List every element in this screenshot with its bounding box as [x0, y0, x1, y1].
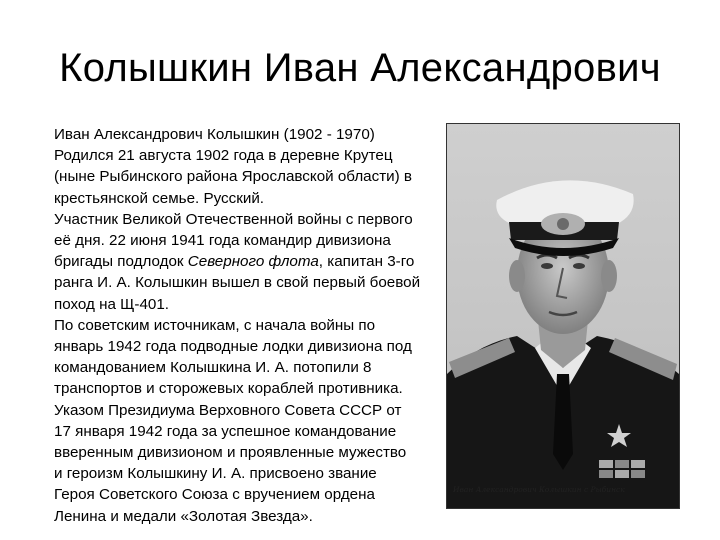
text-line: Участник Великой Отечественной войны с первого	[54, 210, 413, 228]
text-line: её дня. 22 июня 1941 года командир дивизиона	[54, 232, 391, 250]
text-line: крестьянской семье. Русский.	[54, 189, 265, 207]
text-line: Героя Советского Союза с вручением ордена	[54, 486, 375, 504]
text-segment: , капитан 3-го	[318, 253, 415, 271]
text-line: По советским источникам, с начала войны по	[54, 316, 376, 334]
slide-title: Колышкин Иван Александрович	[59, 46, 661, 90]
biography-text	[54, 124, 434, 527]
emphasis-northern-fleet: Северного флота	[187, 253, 319, 271]
text-segment: бригады подлодок	[54, 253, 188, 271]
text-line: командованием Колышкина И. А. потопили 8	[54, 359, 372, 377]
text-line: январь 1942 года подводные лодки дивизиона под	[54, 338, 412, 356]
text-line	[54, 251, 434, 272]
text-line: 17 января 1942 года за успешное командование	[54, 422, 397, 440]
text-line: Иван Александрович Колышкин (1902 - 1970)	[54, 126, 375, 143]
text-line: вверенным дивизионом и проявленные мужество	[54, 444, 407, 462]
text-line: (ныне Рыбинского района Ярославской области) в	[54, 168, 413, 186]
text-line: транспортов и сторожевых кораблей противника.	[54, 380, 403, 398]
text-line: ранга И. А. Колышкин вышел в свой первый боевой	[54, 274, 421, 292]
text-line: Ленина и медали «Золотая Звезда».	[54, 507, 313, 525]
portrait-photo	[446, 123, 680, 509]
text-line: и героизм Колышкину И. А. присвоено звание	[54, 465, 377, 483]
portrait-illustration	[447, 124, 679, 508]
text-line: поход на Щ-401.	[54, 295, 170, 313]
photo-caption: Иван Александрович Колышкин с Рыбинск	[453, 485, 625, 494]
text-line: Родился 21 августа 1902 года в деревне Крутец	[54, 147, 393, 165]
text-line: Указом Президиума Верховного Совета СССР от	[54, 401, 402, 419]
